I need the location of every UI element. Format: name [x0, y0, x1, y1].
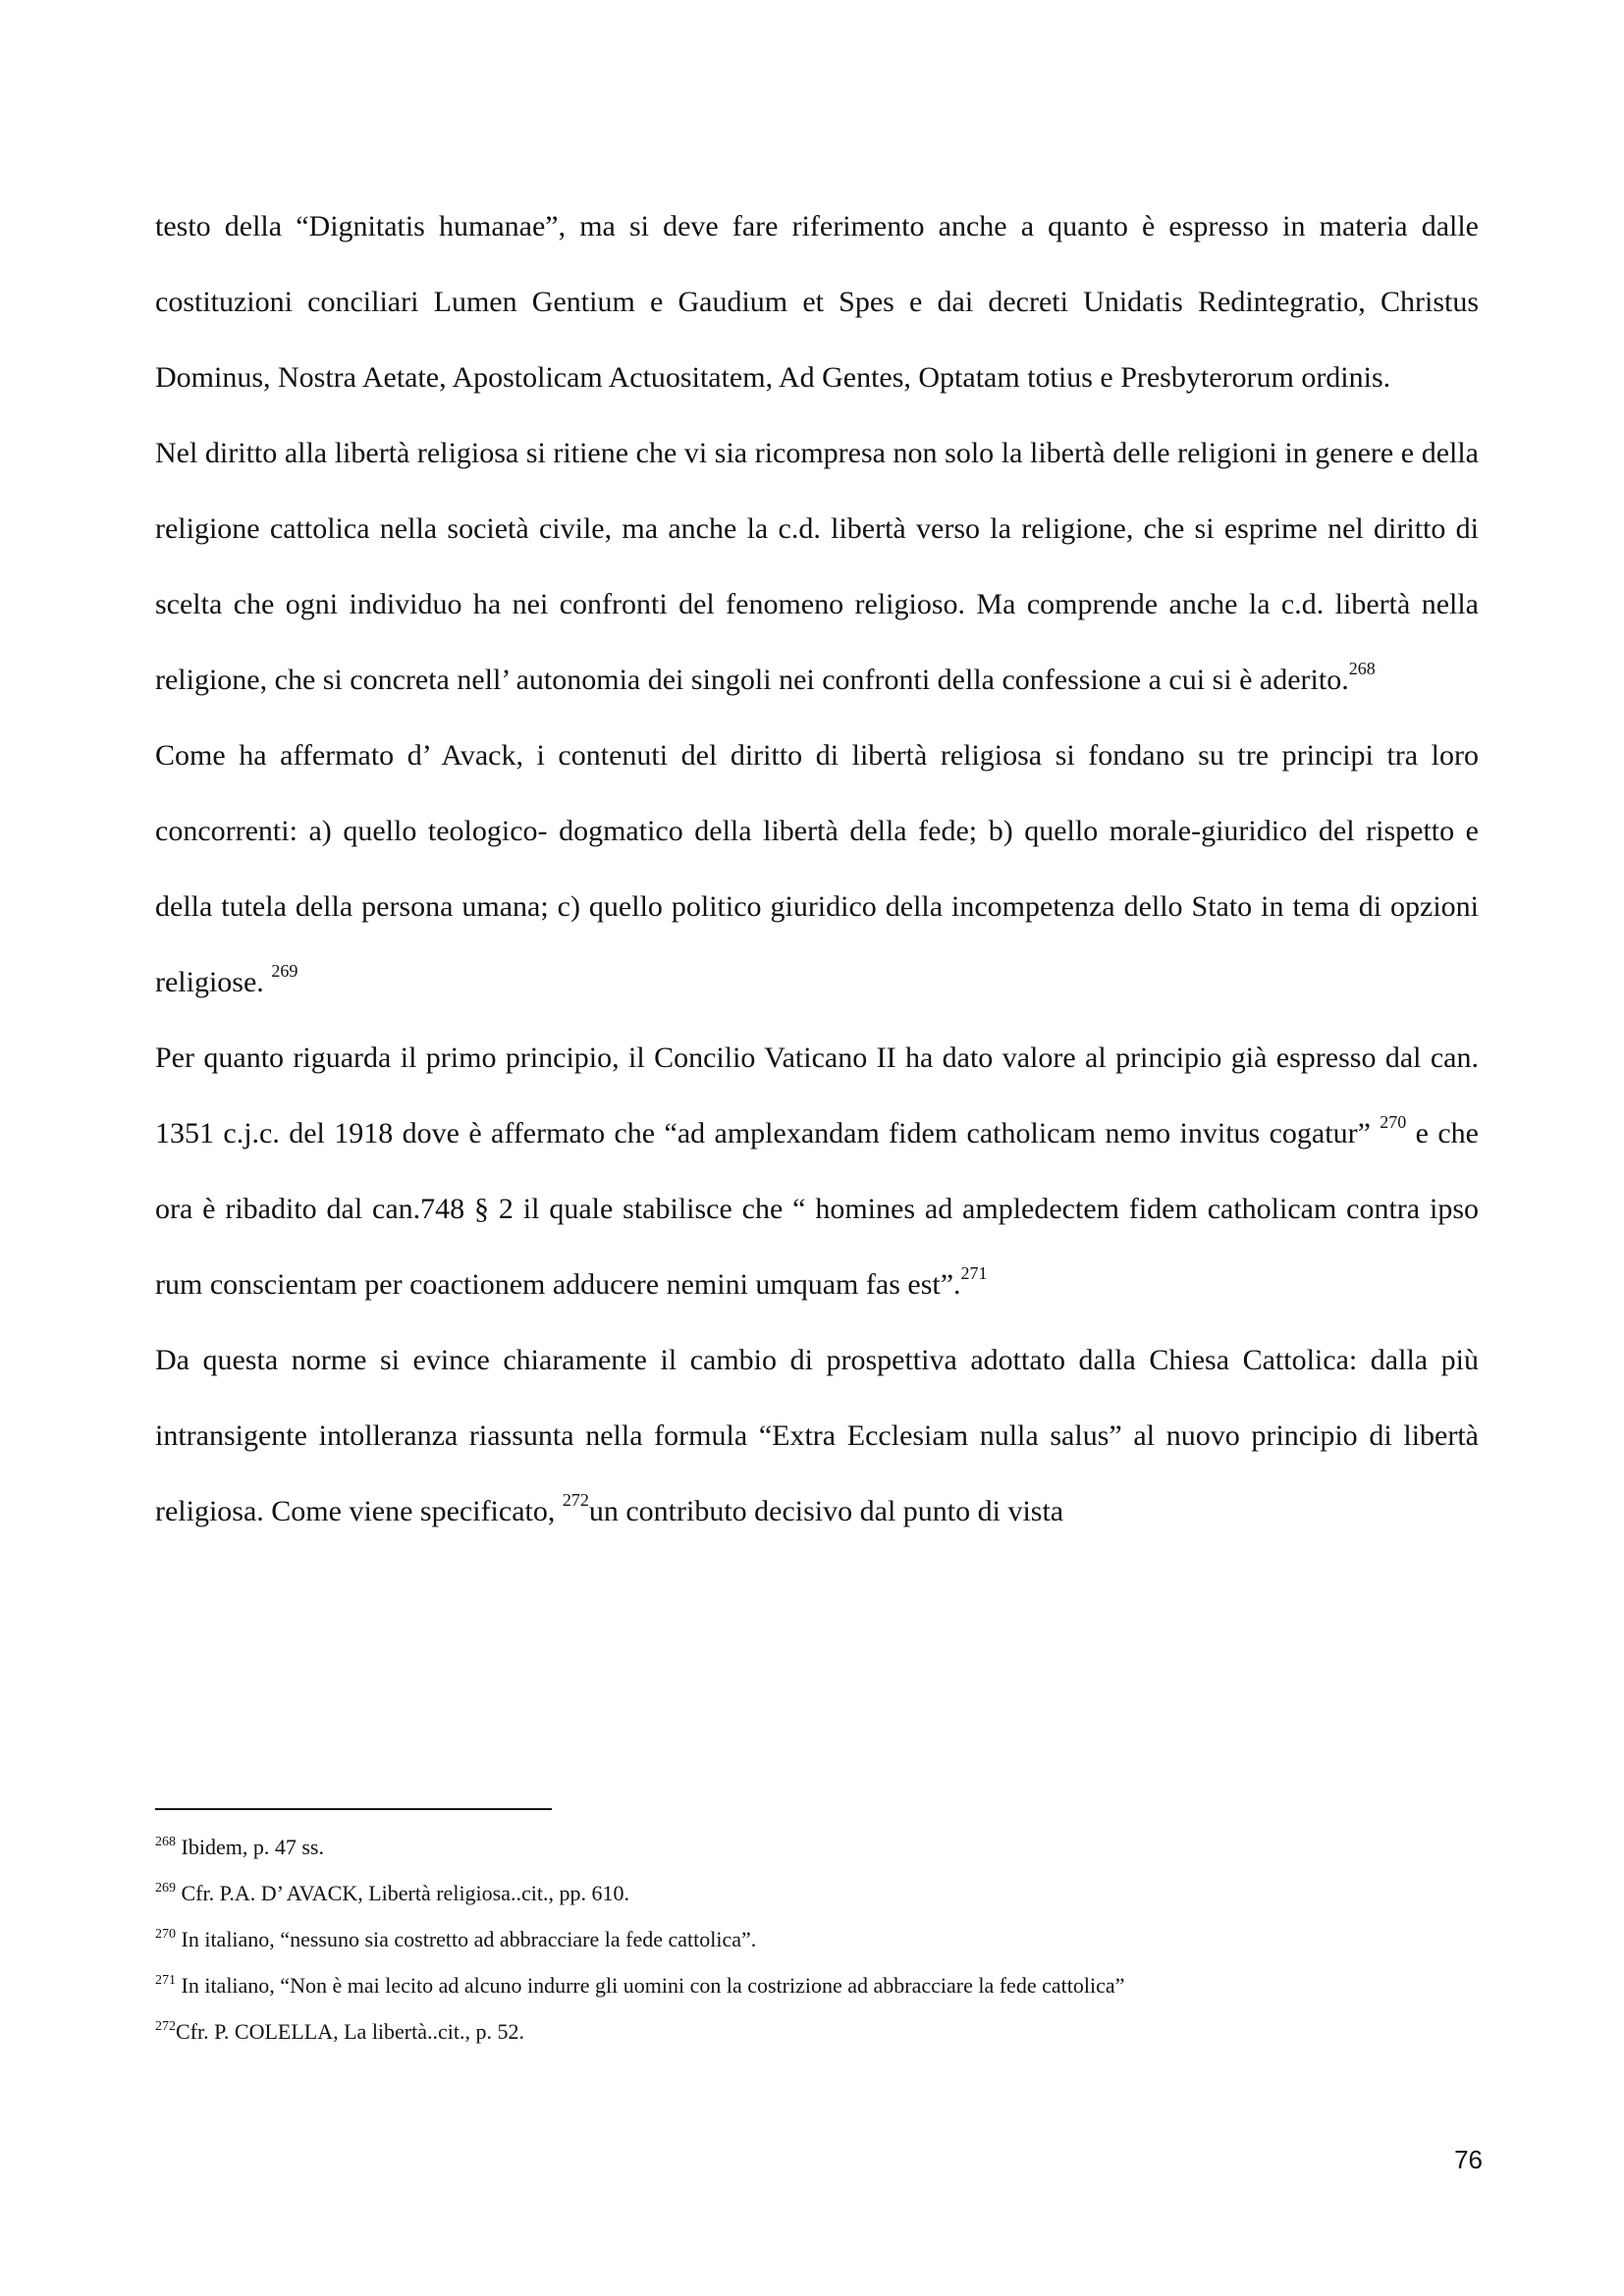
footnote: [155, 2008, 1479, 2055]
footnote: [155, 1962, 1479, 2008]
footnote-text: Ibidem, p. 47 ss.: [176, 1835, 324, 1859]
page-number: 76: [1454, 2145, 1483, 2174]
footnote: [155, 1824, 1479, 1870]
footnotes: [155, 1824, 1479, 2055]
footnote-text: Cfr. P.A. D’ AVACK, Libertà religiosa..cit., pp. 610.: [176, 1881, 629, 1905]
paragraph: [155, 188, 1479, 415]
paragraph-text: Come ha affermato d’ Avack, i contenuti del diritto di libertà religiosa si fondano su tre principi tra loro concorrenti: a) quello teologico- dogmatico della libertà della fede; b) quello morale-giuridico del rispetto e della tutela della persona umana; c) quello politico giuridico della incompetenza dello Stato in tema di opzioni religiose.: [155, 739, 1479, 998]
footnote-reference[interactable]: 270: [1380, 1112, 1407, 1132]
paragraph-text: Nel diritto alla libertà religiosa si ritiene che vi sia ricompresa non solo la libertà delle religioni in genere e della religione cattolica nella società civile, ma anche la c.d. libertà verso la religione, che si esprime nel diritto di scelta che ogni individuo ha nei confronti del fenomeno religioso. Ma comprende anche la c.d. libertà nella religione, che si concreta nell’ autonomia dei singoli nei confronti della confessione a cui si è aderito.: [155, 437, 1479, 696]
footnote-reference[interactable]: 272: [562, 1490, 589, 1510]
footnote: [155, 1916, 1479, 1962]
footnote: [155, 1870, 1479, 1916]
paragraph: [155, 1020, 1479, 1322]
paragraph: [155, 718, 1479, 1020]
paragraph-text: Da questa norme si evince chiaramente il cambio di prospettiva adottato dalla Chiesa Cattolica: dalla più intransigente intolleranza riassunta nella formula “Extra Ecclesiam nulla salus” al nuovo principio di libertà religiosa. Come viene specificato,: [155, 1344, 1479, 1527]
paragraph-text: testo della “Dignitatis humanae”, ma si deve fare riferimento anche a quanto è espresso in materia dalle costituzioni conciliari Lumen Gentium e Gaudium et Spes e dai decreti Unidatis Redintegratio, Christus Dominus, Nostra Aetate, Apostolicam Actuositatem, Ad Gentes, Optatam totius e Presbyterorum ordinis.: [155, 210, 1479, 394]
paragraph: [155, 1322, 1479, 1549]
paragraph-text: un contributo decisivo dal punto di vista: [588, 1495, 1064, 1527]
paragraph-text: e che ora è ribadito dal can.748 § 2 il quale stabilisce che “ homines ad ampledectem fidem catholicam contra ipso rum conscientam per coactionem adducere nemini umquam fas est”.: [155, 1117, 1479, 1301]
footnote-number: 268: [155, 1835, 176, 1849]
footnote-number: 269: [155, 1881, 176, 1896]
footnote-reference[interactable]: 269: [271, 961, 298, 981]
paragraph: [155, 415, 1479, 718]
footnote-reference[interactable]: 271: [960, 1263, 988, 1283]
paragraph-text: Per quanto riguarda il primo principio, il Concilio Vaticano II ha dato valore al principio già espresso dal can. 1351 c.j.c. del 1918 dove è affermato che “ad amplexandam fidem catholicam nemo invitus cogatur”: [155, 1041, 1479, 1149]
footnote-separator: [155, 1808, 552, 1810]
footnote-number: 270: [155, 1927, 176, 1942]
footnote-number: 272: [155, 2019, 176, 2034]
footnote-text: Cfr. P. COLELLA, La libertà..cit., p. 52.: [176, 2019, 524, 2044]
body-text: [155, 188, 1479, 1549]
footnote-text: In italiano, “nessuno sia costretto ad abbracciare la fede cattolica”.: [176, 1927, 757, 1951]
footnote-reference[interactable]: 268: [1348, 659, 1376, 678]
footnote-number: 271: [155, 1973, 176, 1988]
footnote-text: In italiano, “Non è mai lecito ad alcuno indurre gli uomini con la costrizione ad abbracciare la fede cattolica”: [176, 1973, 1125, 1998]
